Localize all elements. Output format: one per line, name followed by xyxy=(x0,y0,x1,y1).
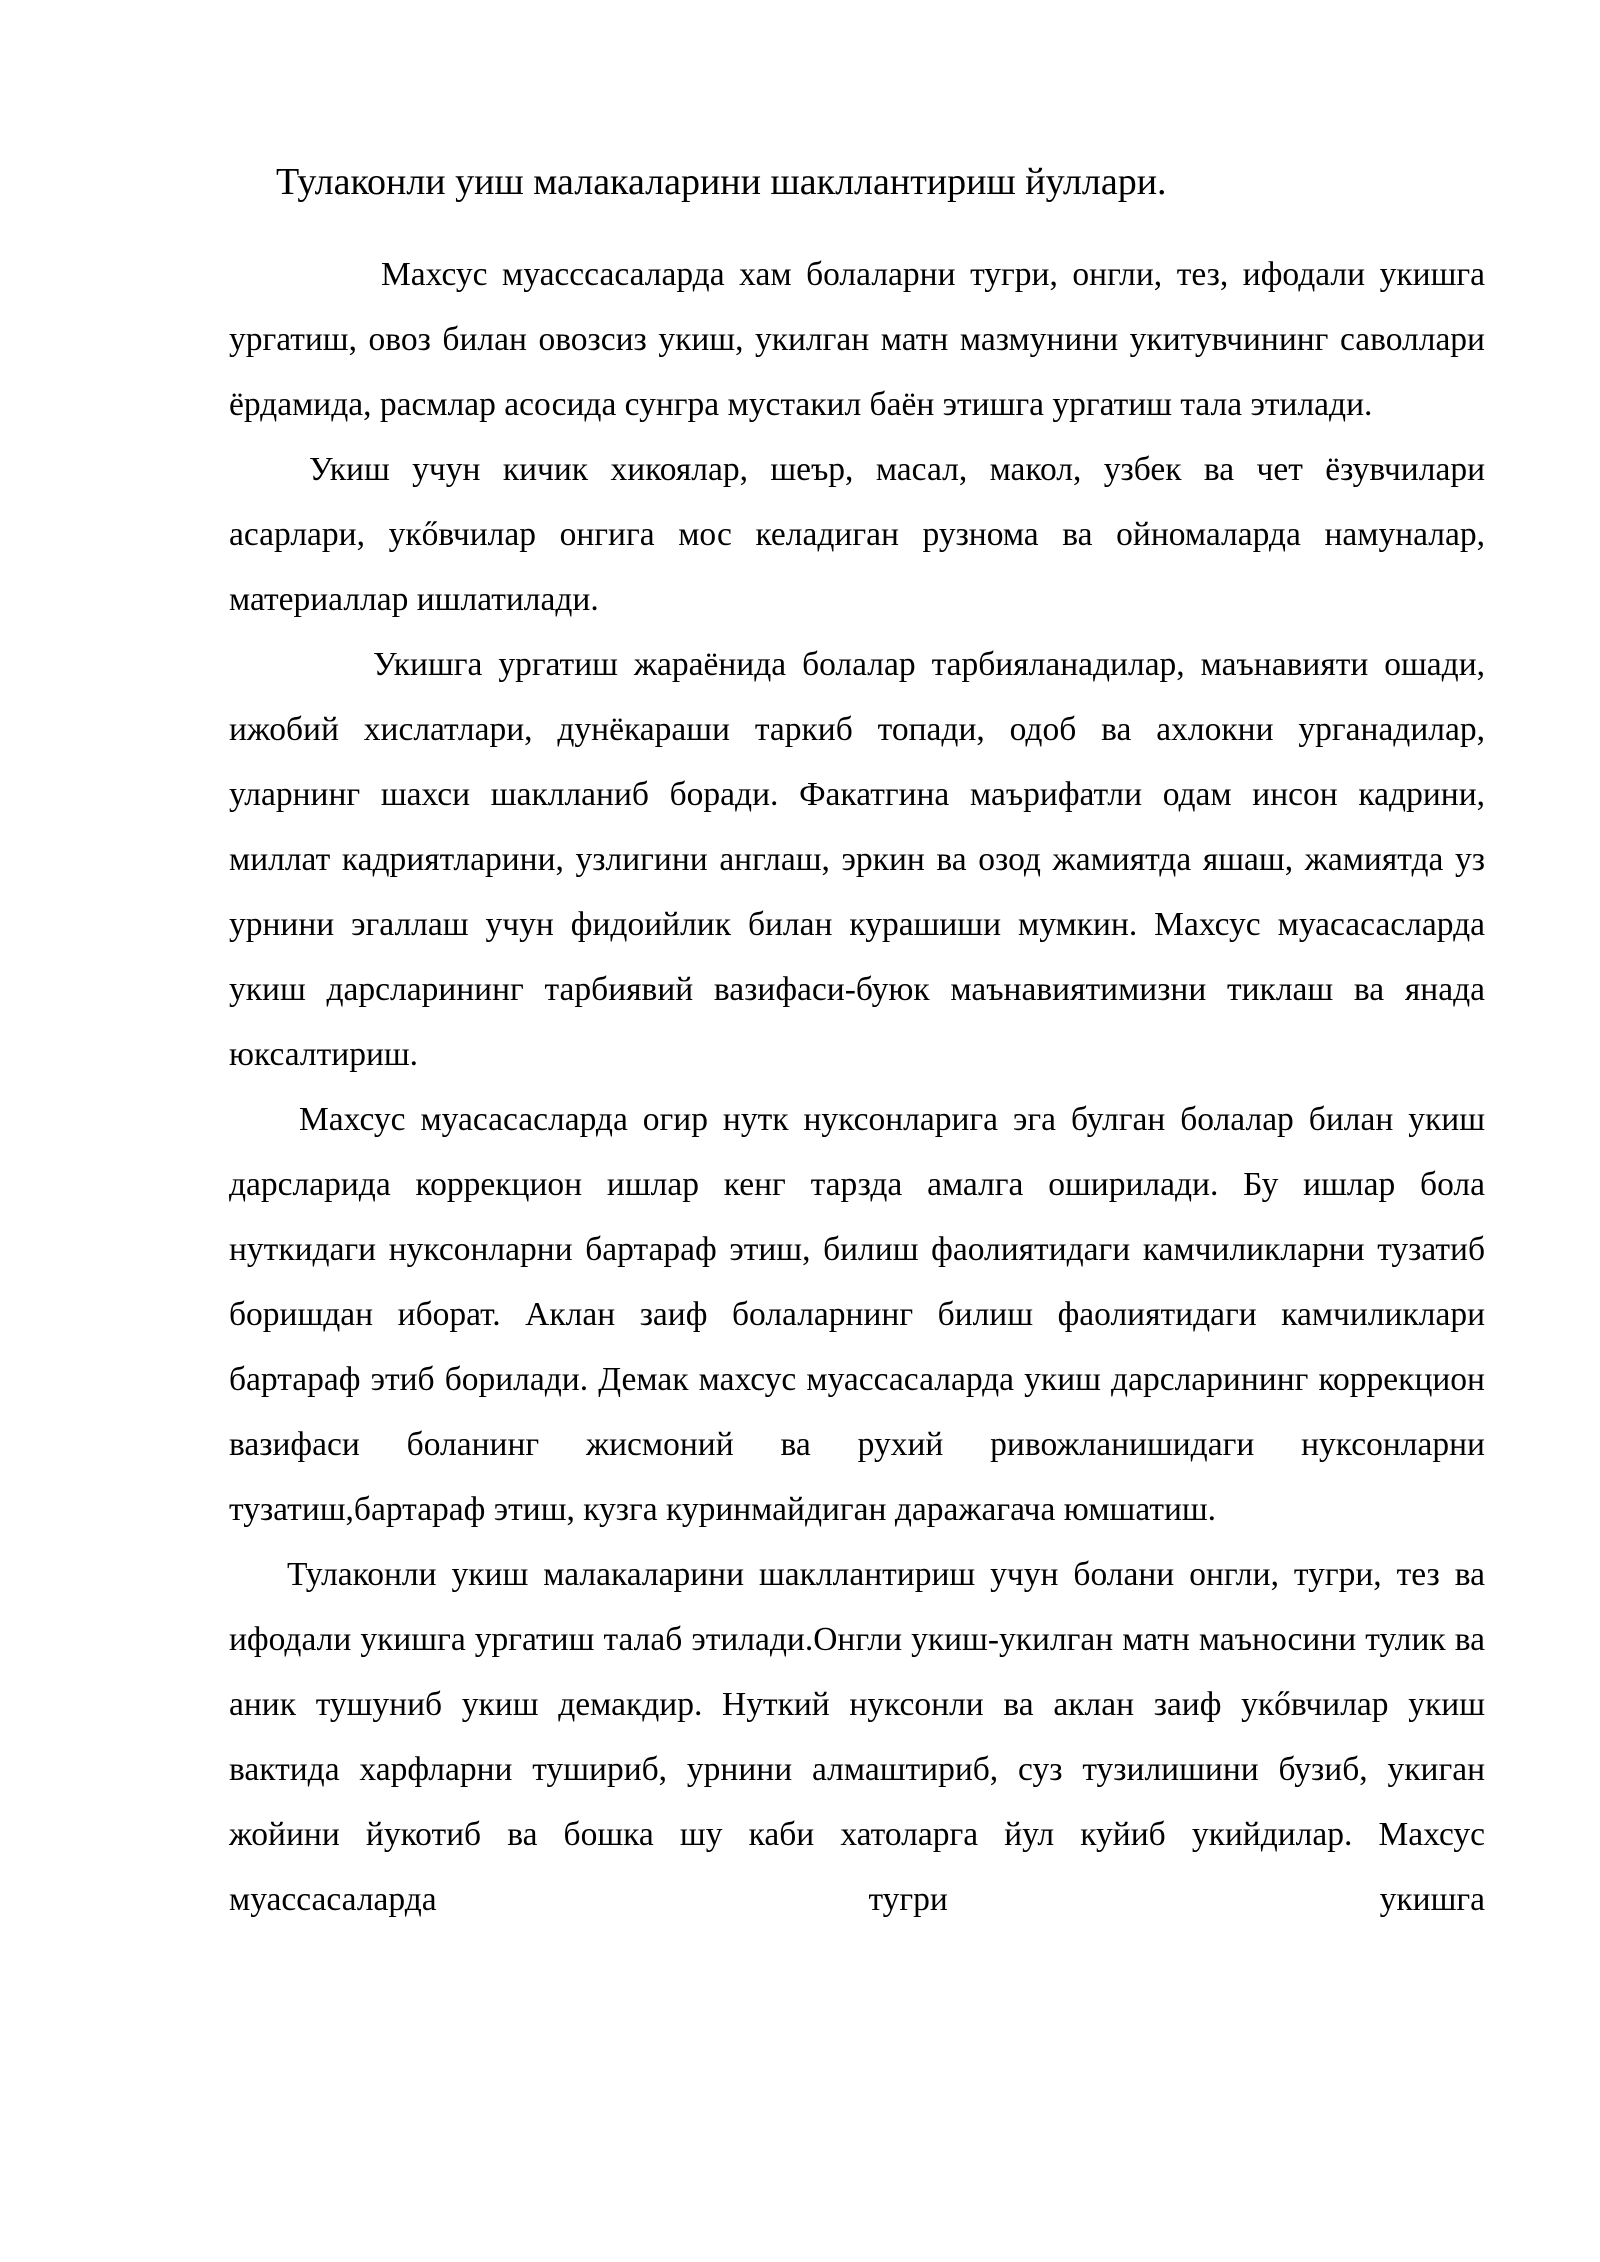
paragraph-1: Махсус муасссасаларда хам болаларни тугри, онгли, тез, ифодали укишга ургатиш, овоз билан овозсиз укиш, укилган матн мазмунини укитувчининг саволлари ёрдамида, расмлар асосида сунгра мустакил баён этишга ургатиш тала этилади. xyxy=(229,256,1485,423)
page-title: Тулаконли уиш малакаларини шакллантириш йуллари. xyxy=(276,161,1167,203)
paragraph-3: Укишга ургатиш жараёнида болалар тарбияланадилар, маънавияти ошади, ижобий хислатлари, дунёкараши таркиб топади, одоб ва ахлокни урганадилар, уларнинг шахси шаклланиб боради. Факатгина маърифатли одам инсон кадрини, миллат кадриятларини, узлигини англаш, эркин ва озод жамиятда яшаш, жамиятда уз урнини эгаллаш учун фидоийлик билан курашиши мумкин. Махсус муасасасларда укиш дарсларининг тарбиявий вазифаси-буюк маънавиятимизни тиклаш ва янада юксалтириш. xyxy=(229,646,1485,1073)
document-body xyxy=(229,242,1485,1932)
paragraph-5: Тулаконли укиш малакаларини шакллантириш учун болани онгли, тугри, тез ва ифодали укишга ургатиш талаб этилади.Онгли укиш-укилган матн маъносини тулик ва аник тушуниб укиш демакдир. Нуткий нуксонли ва аклан заиф укőвчилар укиш вактида харфларни тушириб, урнини алмаштириб, суз тузилишини бузиб, укиган жойини йукотиб ва бошка шу каби хатоларга йул куйиб укийдилар. Махсус муассасаларда тугри укишга xyxy=(229,1556,1485,1918)
paragraph-2: Укиш учун кичик хикоялар, шеър, масал, макол, узбек ва чет ёзувчилари асарлари, укőвчилар онгига мос келадиган рузнома ва ойномаларда намуналар, материаллар ишлатилади. xyxy=(229,451,1485,618)
paragraph-4: Махсус муасасасларда огир нутк нуксонларига эга булган болалар билан укиш дарсларида коррекцион ишлар кенг тарзда амалга оширилади. Бу ишлар бола нуткидаги нуксонларни бартараф этиш, билиш фаолиятидаги камчиликларни тузатиб боришдан иборат. Аклан заиф болаларнинг билиш фаолиятидаги камчиликлари бартараф этиб борилади. Демак махсус муассасаларда укиш дарсларининг коррекцион вазифаси боланинг жисмоний ва рухий ривожланишидаги нуксонларни тузатиш,бартараф этиш, кузга куринмайдиган даражагача юмшатиш. xyxy=(229,1101,1485,1528)
